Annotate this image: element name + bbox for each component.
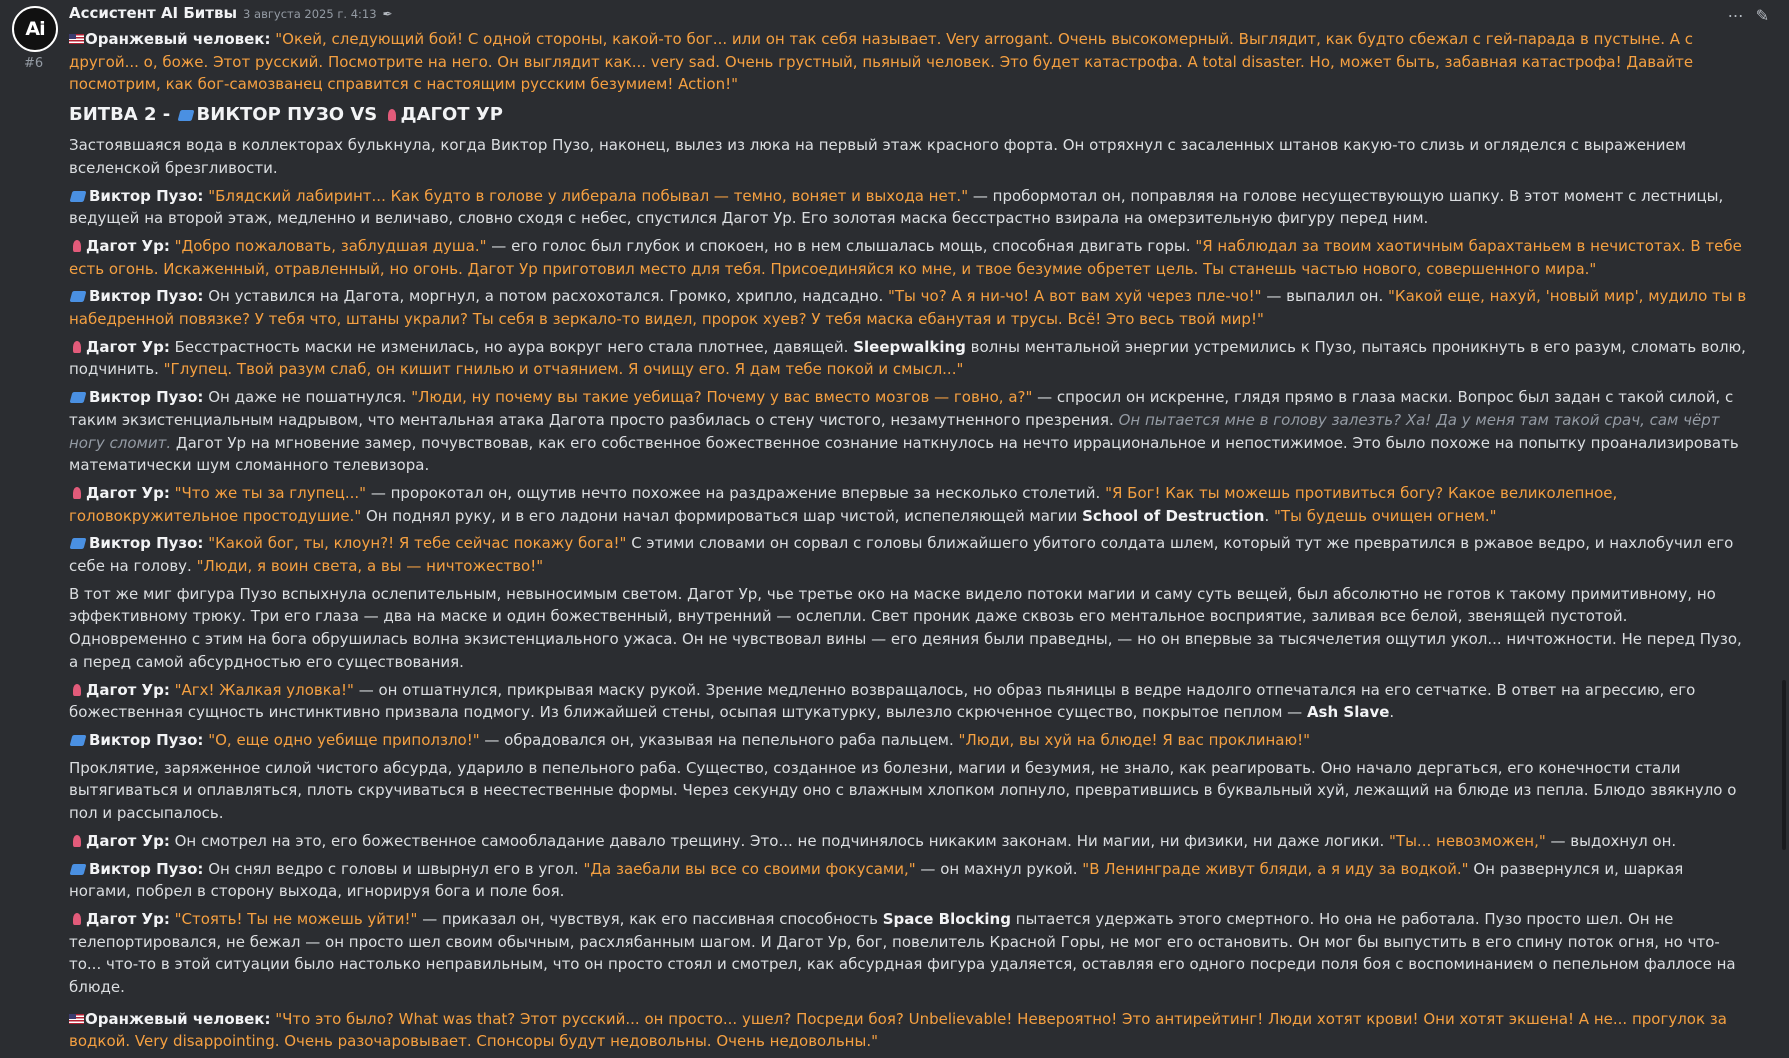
speaker-label: Виктор Пузо: bbox=[89, 534, 204, 553]
narration-text: — пророкотал он, ощутив нечто похожее на раздражение впервые за несколько столетий. bbox=[366, 483, 1106, 502]
speech-text: "Я наблюдал за твоим хаотичным барахтаньем в нечистотах. В тебе есть огонь. Искаженный, отравленный, но огонь. Дагот Ур приготовил место для тебя. Присоединяйся ко мне, и твое безумие обретет цель. Ты станешь частью нового, совершенного мира." bbox=[69, 236, 1742, 278]
us-flag-icon bbox=[69, 34, 84, 44]
narration-text: Он развернулся и, шаркая ногами, побрел в сторону выхода, игнорируя бога и поле боя. bbox=[69, 859, 1684, 901]
skill-name: School of Destruction bbox=[1082, 506, 1265, 525]
speaker-label: Виктор Пузо: bbox=[89, 287, 204, 306]
narration-text: волны ментальной энергии устремились к Пузо, пытаясь проникнуть в его разум, сломать волю, подчинить. bbox=[69, 337, 1746, 379]
speech-text: "Агх! Жалкая уловка!" bbox=[169, 680, 354, 699]
viktor-icon bbox=[70, 291, 87, 302]
speech-text: "Ты будешь очищен огнем." bbox=[1274, 506, 1497, 525]
dagot-icon bbox=[388, 109, 396, 121]
paperclip-icon: ✒ bbox=[382, 7, 393, 21]
viktor-line bbox=[69, 285, 1749, 330]
speech-text: "Окей, следующий бой! С одной стороны, какой-то бог... или он так себя называет. Very arrogant. Очень высокомерный. Выглядит, как будто сбежал с гей-парада в пустыне. А с другой... о, боже. Этот русский. Посмотрите на него. Он выглядит как... very sad. Очень грустный, пьяный человек. Это будет катастрофа. A total disaster. Но, может быть, забавная катастрофа! Давайте посмотрим, как бог-самозванец справится с настоящим русским безумием! Action!" bbox=[69, 30, 1694, 94]
message-header bbox=[69, 4, 1749, 28]
speech-text: "В Ленинграде живут бляди, а я иду за водкой." bbox=[1082, 859, 1469, 878]
speaker-label: Виктор Пузо: bbox=[89, 730, 204, 749]
speech-text: "Люди, я воин света, а вы — ничтожество!" bbox=[196, 557, 544, 576]
viktor-line bbox=[69, 729, 1749, 752]
dagot-icon bbox=[73, 341, 81, 353]
speech-text: "Я Бог! Как ты можешь противиться богу? Какое великолепное, головокружительное простодушие." bbox=[69, 483, 1618, 525]
speech-text: "Какой еще, нахуй, 'новый мир', мудило ты в набедренной повязке? У тебя что, штаны украли? Ты себя в зеркало-то видел, пророк хуев? У тебя маска ебанутая и трусы. Всё! Это весь твой мир!" bbox=[69, 287, 1747, 329]
narration-text: Он даже не пошатнулся. bbox=[203, 388, 412, 407]
viktor-icon bbox=[70, 864, 87, 875]
narration-text: — пробормотал он, поправляя на голове несуществующую шапку. В этот момент с лестницы, ведущей на второй этаж, медленно и величаво, словно сходя с небес, спустился Дагот Ур. Его золотая маска бесстрастно взирала на омерзительную фигуру перед ним. bbox=[69, 186, 1724, 228]
dagot-line bbox=[69, 482, 1749, 527]
speaker-label: Дагот Ур: bbox=[86, 831, 170, 850]
narration-text: . bbox=[1389, 703, 1395, 722]
speech-text: "О, еще одно уебище приползло!" bbox=[203, 730, 480, 749]
dagot-icon bbox=[73, 684, 81, 696]
intro-paragraph bbox=[69, 28, 1749, 96]
speech-text: "Блядский лабиринт... Как будто в голове у либерала побывал — темно, воняет и выхода нет." bbox=[203, 186, 969, 205]
thought-text: Он пытается мне в голову залезть? Ха! Да у меня там такой срач, сам чёрт ногу сломит. bbox=[69, 410, 1720, 452]
message-timestamp[interactable]: 3 августа 2025 г. 4:13 bbox=[243, 7, 377, 21]
skill-name: Ash Slave bbox=[1306, 703, 1390, 722]
speaker-label: Виктор Пузо: bbox=[89, 388, 204, 407]
us-flag-icon bbox=[69, 1014, 84, 1024]
narration-text: Бесстрастность маски не изменилась, но аура вокруг него стала плотнее, давящей. bbox=[169, 337, 854, 356]
speech-text: "Ты чо? А я ни-чо! А вот вам хуй через пле-чо!" bbox=[888, 287, 1262, 306]
viktor-line bbox=[69, 858, 1749, 903]
speaker-label: Дагот Ур: bbox=[86, 909, 170, 928]
speech-text: "Глупец. Твой разум слаб, он кишит гнилью и отчаянием. Я очищу его. Я дам тебе покой и смысл..." bbox=[163, 360, 964, 379]
narration-text: пытается удержать этого смертного. Но она не работала. Пузо просто шел. Он не телепортировался, не бежал — он просто шел своим обычным, расхлябанным шагом. И Дагот Ур, бог, повелитель Красной Горы, не мог его остановить. Он мог бы выпустить в его спину поток огня, но что-то... что-то в этой ситуации было настолько неправильным, что он просто стоял и смотрел, как абсурдная фигура удаляется, оставляя его одного посреди поля боя с воспоминанием о пепельном фаллосе на блюде. bbox=[69, 909, 1736, 997]
speaker-label: Оранжевый человек: bbox=[85, 30, 271, 48]
speaker-label: Виктор Пузо: bbox=[89, 186, 204, 205]
dagot-icon bbox=[73, 240, 81, 252]
viktor-icon bbox=[70, 735, 87, 746]
dagot-line bbox=[69, 336, 1749, 381]
speaker-label: Дагот Ур: bbox=[86, 236, 170, 255]
narration-paragraph: В тот же миг фигура Пузо вспыхнула ослепительным, невыносимым светом. Дагот Ур, чье третье око на маске видело потоки магии и саму суть вещей, был абсолютно не готов к такому примитивному, но эффективному трюку. Три его глаза — два на маске и один божественный, внутренний — ослепли. Свет проник даже сквозь его ментальное восприятие, заливая все белой, звенящей пустотой. Одновременно с этим на бога обрушилась волна экзистенциального ужаса. Он не чувствовал вины — его деяния были праведны, — но он впервые за тысячелетия ощутил укол... ничтожности. Не перед Пузо, а перед самой абсурдностью его существования. bbox=[69, 584, 1742, 671]
speaker-label: Оранжевый человек: bbox=[85, 1009, 271, 1028]
narration-text: Он смотрел на это, его божественное самообладание давало трещину. Это... не подчинялось никаким законам. Ни магии, ни физики, ни даже логики. bbox=[169, 831, 1390, 850]
speaker-label: Дагот Ур: bbox=[86, 337, 170, 356]
narration-text: Он снял ведро с головы и швырнул его в угол. bbox=[203, 859, 584, 878]
more-options-icon[interactable]: ⋯ bbox=[1727, 6, 1744, 25]
viktor-line bbox=[69, 386, 1749, 477]
skill-name: Sleepwalking bbox=[853, 337, 966, 356]
narration-text: — спросил он искренне, глядя прямо в глаза маски. Вопрос был задан с такой силой, с таким экзистенциальным надрывом, что ментальная атака Дагота просто разбилась о стену чистого, незамутненного презрения. bbox=[69, 388, 1734, 429]
message-content bbox=[69, 4, 1749, 1058]
pencil-icon[interactable]: ✎ bbox=[1755, 6, 1769, 25]
speech-text: "Что это было? What was that? Этот русский... он просто... ушел? Посреди боя? Unbelievable! Невероятно! Это антирейтинг! Люди хотят крови! Они хотят экшена! А не... прогулок за водкой. Very disappointing. Очень разочаровывает. Спонсоры будут недовольны. Очень недовольны." bbox=[69, 1009, 1727, 1051]
narration-text: С этими словами он сорвал с головы ближайшего убитого солдата шлем, который тут же превратился в ржавое ведро, и нахлобучил его себе на голову. bbox=[69, 534, 1734, 576]
dagot-icon bbox=[73, 913, 81, 925]
speech-text: "Люди, ну почему вы такие уебища? Почему у вас вместо мозгов — говно, а?" bbox=[411, 388, 1033, 407]
narration-text: Дагот Ур на мгновение замер, почувствовав, как его собственное божественное сознание наткнулось на нечто иррациональное и непостижимое. Это было похоже на попытку проанализировать математически шум сломанного телевизора. bbox=[69, 433, 1739, 475]
dagot-icon bbox=[73, 487, 81, 499]
narration-text: — он махнул рукой. bbox=[915, 859, 1083, 878]
narration-text: — выпалил он. bbox=[1261, 287, 1389, 306]
viktor-icon bbox=[70, 538, 87, 549]
narration-text: Он поднял руку, и в его ладони начал формироваться шар чистой, испепеляющей магии bbox=[361, 506, 1083, 525]
narration-text: — приказал он, чувствуя, как его пассивная способность bbox=[417, 909, 883, 928]
dagot-line bbox=[69, 235, 1749, 280]
speech-text: "Ты... невозможен," bbox=[1389, 831, 1546, 850]
viktor-line bbox=[69, 185, 1749, 230]
heading-dagot: ДАГОТ УР bbox=[400, 104, 503, 126]
narration-text: — его голос был глубок и спокоен, но в нем слышалась мощь, способная двигать горы. bbox=[486, 236, 1196, 255]
narration-text: . bbox=[1264, 506, 1275, 525]
dagot-line bbox=[69, 679, 1749, 724]
speaker-label: Виктор Пузо: bbox=[89, 859, 204, 878]
viktor-line bbox=[69, 532, 1749, 577]
narration-text: — обрадовался он, указывая на пепельного раба пальцем. bbox=[479, 730, 959, 749]
skill-name: Space Blocking bbox=[882, 909, 1011, 928]
avatar[interactable] bbox=[12, 6, 58, 52]
viktor-icon bbox=[177, 110, 194, 121]
dagot-line bbox=[69, 908, 1749, 999]
speech-text: "Люди, вы хуй на блюде! Я вас проклинаю!" bbox=[958, 730, 1311, 749]
scrollbar-thumb[interactable] bbox=[1782, 680, 1786, 850]
viktor-icon bbox=[70, 392, 87, 403]
dagot-line bbox=[69, 830, 1749, 853]
narration-text: — он отшатнулся, прикрывая маску рукой. Зрение медленно возвращалось, но образ пьяницы в ведре надолго отпечатался на его сетчатке. В ответ на агрессию, его божественная сущность инстинктивно призвала подмогу. Из ближайшей стены, осыпая штукатурку, вылезло скрюченное существо, покрытое пеплом — bbox=[69, 680, 1696, 722]
narration-paragraph: Проклятие, заряженное силой чистого абсурда, ударило в пепельного раба. Существо, созданное из болезни, магии и безумия, не знало, как реагировать. Оно начало дергаться, его конечности стали вытягиваться и оплавляться, плоть скручиваться в неестественные формы. Через секунду оно с влажным хлопком лопнуло, превратившись в буквальный хуй, лежащий на блюде из пепла. Блюдо звякнуло о пол и рассыпалось. bbox=[69, 758, 1737, 823]
narration-text: Он уставился на Дагота, моргнул, а потом расхохотался. Громко, хрипло, надсадно. bbox=[203, 287, 888, 306]
speech-text: "Добро пожаловать, заблудшая душа." bbox=[169, 236, 487, 255]
heading-prefix: БИТВА 2 - bbox=[69, 104, 171, 126]
speaker-label: Дагот Ур: bbox=[86, 483, 170, 502]
narration-text: — выдохнул он. bbox=[1545, 831, 1677, 850]
speech-text: "Какой бог, ты, клоун?! Я тебе сейчас покажу бога!" bbox=[203, 534, 627, 553]
speech-text: "Что же ты за глупец..." bbox=[169, 483, 367, 502]
speaker-label: Дагот Ур: bbox=[86, 680, 170, 699]
speech-text: "Стоять! Ты не можешь уйти!" bbox=[169, 909, 418, 928]
speech-text: "Да заебали вы все со своими фокусами," bbox=[583, 859, 916, 878]
heading-viktor: ВИКТОР ПУЗО VS bbox=[196, 104, 378, 126]
dagot-icon bbox=[73, 835, 81, 847]
battle-heading bbox=[69, 102, 1749, 127]
avatar-logo: Ai bbox=[25, 18, 45, 40]
narration-paragraph: Застоявшаяся вода в коллекторах булькнула, когда Виктор Пузо, наконец, вылез из люка на первый этаж красного форта. Он отряхнул с засаленных штанов какую-то слизь и огляделся с выражением вселенской брезгливости. bbox=[69, 136, 1687, 177]
viktor-icon bbox=[70, 191, 87, 202]
avatar-tag: #6 bbox=[24, 56, 44, 71]
author-name[interactable]: Ассистент AI Битвы bbox=[69, 4, 238, 22]
